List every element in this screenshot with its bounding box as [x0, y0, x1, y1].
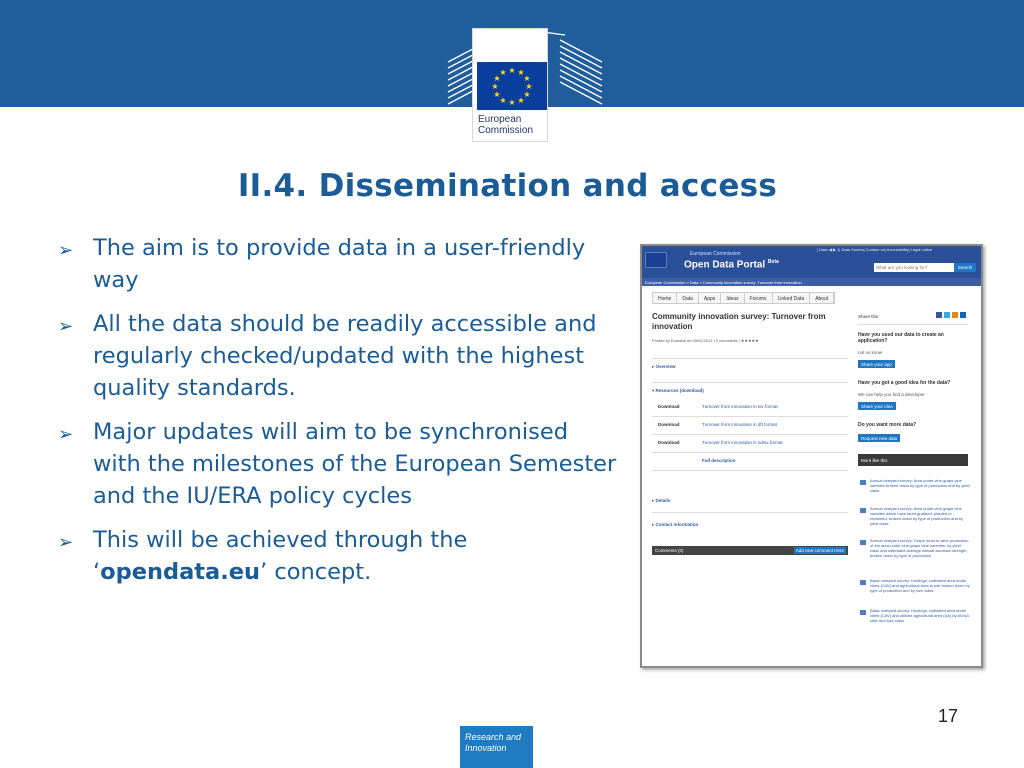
bullet-item: [58, 308, 618, 404]
svg-text:★: ★: [523, 74, 531, 83]
add-comment-button[interactable]: Add new comment Here: [795, 548, 844, 553]
nav-tab-home[interactable]: Home: [653, 293, 677, 303]
logo-line-2: Commission: [478, 125, 534, 136]
request-data-button[interactable]: Request new data: [858, 434, 900, 442]
comments-bar: [652, 546, 848, 555]
download-link[interactable]: Turnover from innovation in sdmx format: [702, 440, 783, 445]
footer-line-1: Research and: [465, 732, 522, 742]
bullet-text: All the data should be readily accessible and regularly checked/updated with the highest quality standards.: [93, 311, 597, 401]
comments-label: Comments (0): [655, 548, 684, 553]
bullet-text: Major updates will aim to be synchronised with the milestones of the European Semester and the IU/ERA policy cycles: [93, 419, 617, 509]
question-app-text: Let us know: [858, 350, 883, 355]
svg-text:★: ★: [525, 82, 533, 91]
facebook-icon[interactable]: [936, 312, 942, 318]
divider: [652, 452, 848, 453]
download-label: Download: [658, 422, 680, 427]
section-resources[interactable]: ▾ Resources (download): [652, 388, 704, 393]
nav-tab-linked-data[interactable]: Linked Data: [773, 293, 811, 303]
eu-flag-icon: [477, 62, 547, 110]
svg-text:★: ★: [517, 96, 525, 105]
share-idea-button[interactable]: Share your idea: [858, 402, 896, 410]
svg-text:★: ★: [493, 90, 501, 99]
bullet-item: [58, 524, 618, 588]
portal-breadcrumb[interactable]: European Commission » Data » Community innovation survey: Turnover from innovation: [642, 278, 981, 286]
svg-text:★: ★: [508, 66, 516, 75]
divider: [652, 416, 848, 417]
portal-title: [684, 259, 779, 270]
more-item[interactable]: Basic vineyard survey: Holdings, cultivated area under vines (CAV) and agricultural area in use broken down by type of production and by size class: [870, 578, 970, 593]
rss-icon[interactable]: [952, 312, 958, 318]
svg-text:★: ★: [499, 68, 507, 77]
page-number: 17: [938, 706, 959, 726]
portal-flag-icon: [645, 252, 667, 268]
dataset-icon: [860, 540, 866, 545]
more-item[interactable]: Annual vineyard survey: Grape must or wine production of the area under vine-grape vine varieties, by yield class and estimated average natural alcoholic strength, broken down by type of production: [870, 538, 969, 558]
dataset-icon: [860, 480, 866, 485]
dataset-title: Community innovation survey: Turnover from innovation: [652, 312, 826, 331]
bullet-text-bold: opendata.eu: [100, 559, 261, 585]
section-details[interactable]: ▸ Details: [652, 498, 671, 503]
dataset-icon: [860, 610, 866, 615]
download-link[interactable]: Turnover from innovation in tsv format: [702, 404, 778, 409]
nav-tab-apps[interactable]: Apps: [699, 293, 721, 303]
svg-text:★: ★: [493, 74, 501, 83]
bullet-item: [58, 232, 618, 296]
full-description-link[interactable]: Full description: [702, 458, 736, 463]
portal-search-input[interactable]: What are you looking for?: [874, 263, 954, 272]
svg-text:★: ★: [523, 90, 531, 99]
bullet-text-suffix: ’ concept.: [260, 559, 372, 585]
share-app-button[interactable]: Share your app: [858, 360, 895, 368]
bullet-list: [58, 232, 618, 600]
more-item[interactable]: Annual vineyard survey: Area under vine-grape vine varieties broken down by type of production and by yield class: [870, 478, 970, 493]
dataset-icon: [860, 508, 866, 513]
twitter-icon[interactable]: [944, 312, 950, 318]
footer-line-2: Innovation: [465, 743, 507, 753]
svg-text:★: ★: [491, 82, 499, 91]
portal-title-text: Open Data Portal: [684, 259, 766, 271]
section-contact[interactable]: ▸ Contact information: [652, 522, 699, 527]
download-link[interactable]: Turnover from innovation in dft format: [702, 422, 777, 427]
more-item[interactable]: Annual vineyard survey: Area under vine-grape vine varieties which have been grubbed, planted or replanted, broken down by type of production and by yield class: [870, 506, 964, 526]
question-idea-text: We can help you find a developer: [858, 392, 925, 397]
share-label: Share this: [858, 314, 879, 319]
nav-tab-forums[interactable]: Forums: [745, 293, 773, 303]
arrow-bullet-icon: ➢: [58, 424, 74, 445]
download-label: Download: [658, 440, 680, 445]
arrow-bullet-icon: ➢: [58, 316, 74, 337]
bullet-item: [58, 416, 618, 512]
more-like-this-bar: More like this: [858, 454, 968, 466]
dataset-icon: [860, 580, 866, 585]
question-more-data: Do you want more data?: [858, 422, 917, 428]
arrow-bullet-icon: ➢: [58, 532, 74, 553]
question-app: Have you used our data to create an application?: [858, 332, 944, 344]
portal-header-links[interactable]: | Data ◀ ▶ 1| Data Stories| Contact us| Accessibility| Legal notice: [817, 247, 933, 252]
svg-text:★: ★: [508, 98, 516, 107]
more-item[interactable]: Basic vineyard survey: Holdings, cultivated area under vines (CAV) and utilised agricultural area (AA) by AV/AA ratio and size class: [870, 608, 969, 623]
divider: [652, 382, 848, 383]
portal-nav: [652, 292, 835, 304]
bullet-text-prefix: This will be achieved through the ‘: [93, 527, 468, 585]
nav-tab-ideas[interactable]: Ideas: [721, 293, 744, 303]
divider: [652, 512, 848, 513]
linkedin-icon[interactable]: [960, 312, 966, 318]
logo-wordmark: [478, 114, 533, 136]
portal-screenshot: [640, 244, 983, 668]
question-idea: Have you got a good idea for the data?: [858, 380, 951, 386]
download-label: Download: [658, 404, 680, 409]
svg-text:★: ★: [499, 96, 507, 105]
dataset-posted: Posted by Eurostat on 09/01/2012 | 0 comments | ★★★★★: [652, 338, 759, 343]
nav-tab-data[interactable]: Data: [677, 293, 699, 303]
nav-tab-about[interactable]: About: [810, 293, 834, 303]
footer-badge: [460, 726, 533, 768]
divider: [858, 324, 968, 325]
logo-line-1: European: [478, 114, 522, 125]
bullet-text: The aim is to provide data in a user-friendly way: [93, 235, 586, 293]
portal-header-sub: European Commission: [690, 251, 741, 257]
section-overview[interactable]: ▸ Overview: [652, 364, 676, 369]
slide-title: II.4. Dissemination and access: [237, 168, 778, 204]
divider: [652, 434, 848, 435]
portal-search-button[interactable]: Search: [954, 263, 976, 272]
portal-header: [642, 246, 981, 278]
portal-beta: Beta: [767, 259, 779, 265]
arrow-bullet-icon: ➢: [58, 240, 74, 261]
svg-text:★: ★: [517, 68, 525, 77]
divider: [652, 358, 848, 359]
divider: [652, 470, 848, 471]
